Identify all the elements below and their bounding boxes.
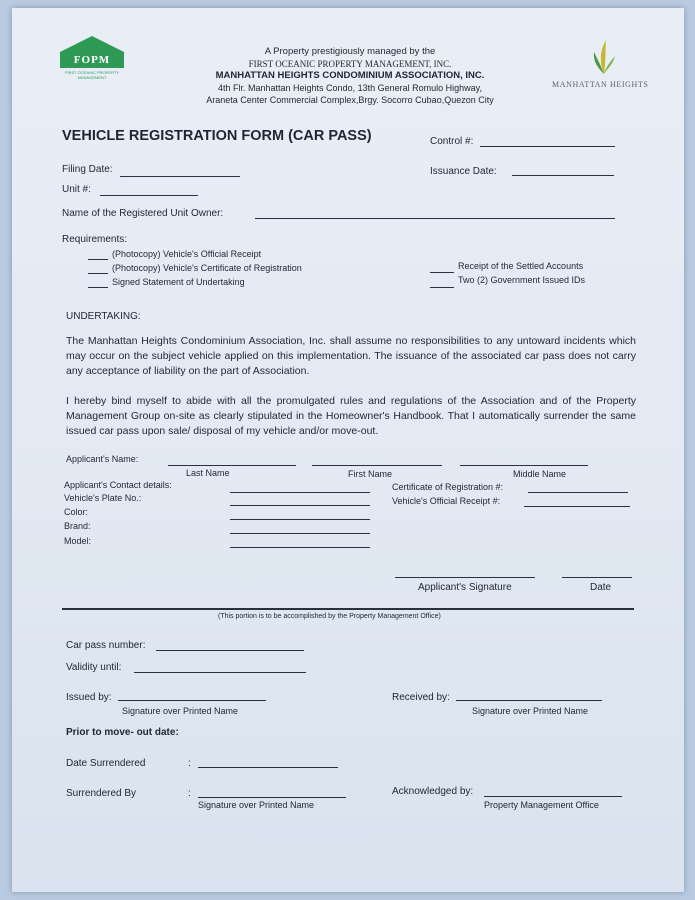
issued-by-field[interactable]	[118, 700, 266, 701]
validity-field[interactable]	[134, 672, 306, 673]
car-pass-label: Car pass number:	[66, 640, 146, 651]
issued-by-caption: Signature over Printed Name	[122, 706, 239, 716]
header-line-1: A Property prestigiously managed by the	[264, 46, 436, 57]
issuance-date-field[interactable]	[512, 175, 614, 176]
requirement-item: Receipt of the Settled Accounts	[458, 261, 584, 271]
unit-field[interactable]	[100, 195, 198, 196]
colon: :	[188, 788, 191, 799]
fopm-logo	[60, 36, 124, 78]
color-field[interactable]	[230, 519, 370, 520]
applicant-name-label: Applicant's Name:	[66, 454, 139, 464]
issuance-date-label: Issuance Date:	[430, 166, 497, 177]
prior-move-out-label: Prior to move- out date:	[66, 727, 179, 738]
header-line-3: MANHATTAN HEIGHTS CONDOMINIUM ASSOCIATION, INC.	[215, 70, 485, 81]
acknowledged-by-field[interactable]	[484, 796, 622, 797]
filing-date-label: Filing Date:	[62, 164, 113, 175]
model-label: Model:	[64, 536, 92, 546]
req-checkbox-1[interactable]	[88, 259, 108, 260]
logo-roof-icon	[60, 36, 124, 52]
manhattan-heights-logo-text: MANHATTAN HEIGHTS	[552, 80, 649, 89]
date-surrendered-field[interactable]	[198, 767, 338, 768]
section-divider	[62, 608, 634, 610]
req-checkbox-2[interactable]	[88, 273, 108, 274]
undertaking-label: UNDERTAKING:	[66, 311, 141, 322]
issued-by-label: Issued by:	[66, 692, 112, 703]
surrendered-by-label: Surrendered By	[66, 788, 137, 799]
requirement-item: Signed Statement of Undertaking	[112, 277, 245, 287]
pmo-caption: Property Management Office	[484, 800, 599, 810]
undertaking-paragraph-2: I hereby bind myself to abide with all the promulgated rules and regulations of the Association and of the Property Management Group on-site as clearly stipulated in the Homeowner's Handbook. That I automatically surrender the same issued car pass upon sale/ disposal of my vehicle and/or move-out.	[66, 395, 636, 437]
owner-field[interactable]	[255, 218, 615, 219]
req-checkbox-4[interactable]	[430, 272, 454, 273]
surrendered-by-caption: Signature over Printed Name	[198, 800, 315, 810]
header-line-4: 4th Flr. Manhattan Heights Condo, 13th General Romulo Highway,	[218, 83, 482, 93]
requirement-item: (Photocopy) Vehicle's Official Receipt	[112, 249, 262, 259]
plate-label: Vehicle's Plate No.:	[64, 493, 142, 503]
req-checkbox-3[interactable]	[88, 287, 108, 288]
unit-label: Unit #:	[62, 184, 91, 195]
date-caption: Date	[590, 582, 612, 593]
header-line-2: FIRST OCEANIC PROPERTY MANAGEMENT, INC.	[248, 59, 452, 69]
validity-label: Validity until:	[66, 662, 122, 673]
car-pass-field[interactable]	[156, 650, 304, 651]
logo-text: FOPM	[60, 52, 124, 68]
or-field[interactable]	[524, 506, 630, 507]
signature-date-field[interactable]	[562, 577, 632, 578]
applicant-signature-caption: Applicant's Signature	[418, 582, 512, 593]
requirements-label: Requirements:	[62, 234, 128, 245]
applicant-signature-field[interactable]	[395, 577, 535, 578]
acknowledged-by-label: Acknowledged by:	[392, 786, 474, 797]
undertaking-paragraph-1: The Manhattan Heights Condominium Association, Inc. shall assume no responsibilities to any untoward incidents which may occur on the subject vehicle applied on this implementation. The issuance of the associated car pass does not carry any acceptance of liability on the part of Association.	[66, 335, 636, 377]
or-label: Vehicle's Official Receipt #:	[392, 496, 501, 506]
cr-label: Certificate of Registration #:	[392, 482, 504, 492]
cr-field[interactable]	[528, 492, 628, 493]
first-name-caption: First Name	[348, 469, 393, 479]
received-by-caption: Signature over Printed Name	[472, 706, 589, 716]
requirement-item: Two (2) Government Issued IDs	[458, 275, 586, 285]
logo-subtext: FIRST OCEANIC PROPERTY MANAGEMENT	[65, 70, 119, 80]
form-title: VEHICLE REGISTRATION FORM (CAR PASS)	[62, 128, 372, 144]
control-field[interactable]	[480, 146, 615, 147]
middle-name-caption: Middle Name	[513, 469, 567, 479]
brand-label: Brand:	[64, 521, 91, 531]
received-by-label: Received by:	[392, 692, 450, 703]
received-by-field[interactable]	[456, 700, 602, 701]
filing-date-field[interactable]	[120, 176, 240, 177]
contact-label: Applicant's Contact details:	[64, 480, 172, 490]
manhattan-heights-leaf-icon	[590, 38, 618, 76]
requirement-item: (Photocopy) Vehicle's Certificate of Registration	[112, 263, 302, 273]
date-surrendered-label: Date Surrendered	[66, 758, 146, 769]
header-line-5: Araneta Center Commercial Complex,Brgy. Socorro Cubao,Quezon City	[206, 95, 494, 105]
color-label: Color:	[64, 507, 89, 517]
contact-field[interactable]	[230, 492, 370, 493]
brand-field[interactable]	[230, 533, 370, 534]
colon: :	[188, 758, 191, 769]
plate-field[interactable]	[230, 505, 370, 506]
owner-label: Name of the Registered Unit Owner:	[62, 208, 224, 219]
last-name-caption: Last Name	[186, 468, 230, 478]
last-name-field[interactable]	[168, 465, 296, 466]
model-field[interactable]	[230, 547, 370, 548]
middle-name-field[interactable]	[460, 465, 588, 466]
first-name-field[interactable]	[312, 465, 442, 466]
office-note: (This portion is to be accomplished by the Property Management Office)	[218, 613, 441, 620]
req-checkbox-5[interactable]	[430, 287, 454, 288]
control-label: Control #:	[430, 136, 474, 147]
surrendered-by-field[interactable]	[198, 797, 346, 798]
